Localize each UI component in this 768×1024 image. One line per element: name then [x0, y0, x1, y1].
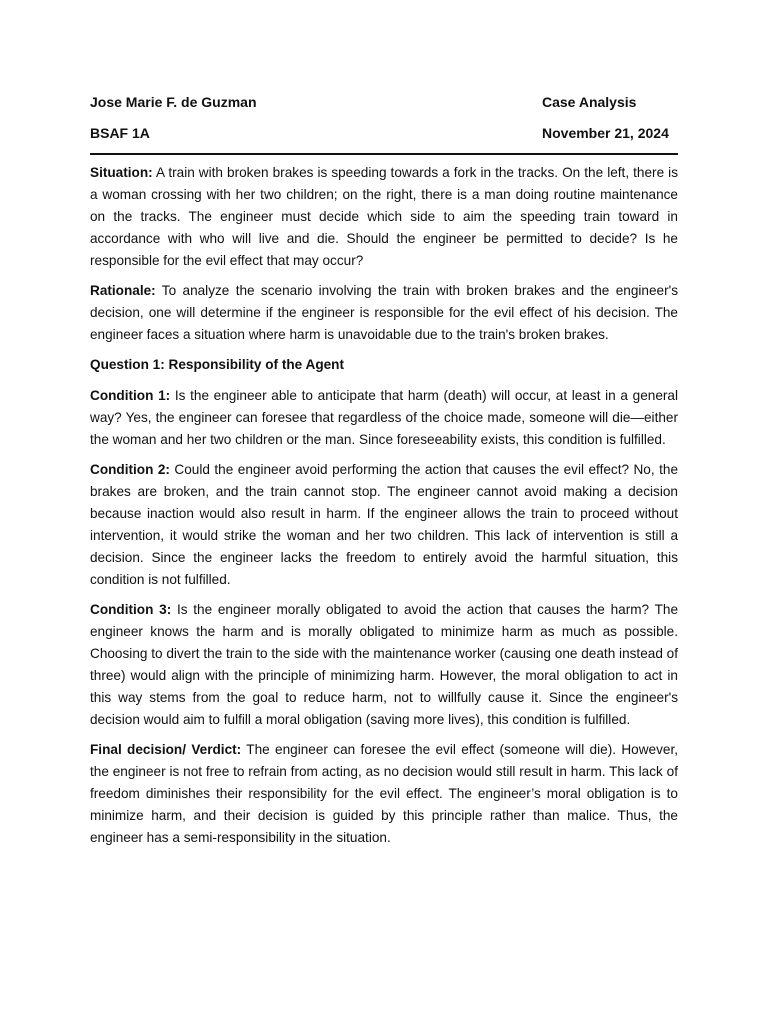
document-type: Case Analysis — [542, 94, 637, 110]
document-page — [90, 92, 678, 857]
condition-1-label: Condition 1: — [90, 388, 171, 403]
condition-3-label: Condition 3: — [90, 602, 172, 617]
section-name: BSAF 1A — [90, 125, 150, 141]
question-1-heading: Question 1: Responsibility of the Agent — [90, 357, 345, 372]
rationale-label: Rationale: — [90, 283, 156, 298]
header-row-2 — [90, 123, 678, 154]
condition-3-paragraph — [90, 599, 678, 731]
condition-2-paragraph — [90, 459, 678, 591]
verdict-label: Final decision/ Verdict: — [90, 742, 242, 757]
verdict-paragraph — [90, 739, 678, 849]
author-name: Jose Marie F. de Guzman — [90, 94, 257, 110]
rationale-paragraph — [90, 280, 678, 346]
condition-1-text: Is the engineer able to anticipate that harm (death) will occur, at least in a general way? Yes, the engineer can foresee that regardless of the choice made, someone will die—either the woman and her two children or the man. Since foreseeability exists, this condition is fulfilled. — [90, 388, 679, 447]
condition-2-text: Could the engineer avoid performing the action that causes the evil effect? No, the brakes are broken, and the train cannot stop. The engineer cannot avoid making a decision because inaction would also result in harm. If the engineer allows the train to proceed without intervention, it would strike the woman and her two children. This lack of intervention is still a decision. Since the engineer lacks the freedom to entirely avoid the harmful situation, this condition is not fulfilled. — [90, 462, 679, 587]
condition-1-paragraph — [90, 385, 678, 451]
document-date: November 21, 2024 — [542, 125, 669, 141]
situation-label: Situation: — [90, 165, 153, 180]
condition-2-label: Condition 2: — [90, 462, 170, 477]
header-row-1 — [90, 92, 678, 123]
situation-paragraph — [90, 162, 678, 272]
verdict-text: The engineer can foresee the evil effect (someone will die). However, the engineer is not free to refrain from acting, as no decision would still result in harm. This lack of freedom diminishes their responsibility for the evil effect. The engineer’s moral obligation is to minimize harm, and their decision is guided by this principle rather than malice. Thus, the engineer has a semi-responsibility in the situation. — [90, 742, 678, 845]
rationale-text: To analyze the scenario involving the train with broken brakes and the engineer's decision, one will determine if the engineer is responsible for the evil effect of his decision. The engineer faces a situation where harm is unavoidable due to the train's broken brakes. — [90, 283, 678, 342]
condition-3-text: Is the engineer morally obligated to avoid the action that causes the harm? The engineer knows the harm and is morally obligated to minimize harm as much as possible. Choosing to divert the train to the side with the maintenance worker (causing one death instead of three) would align with the principle of minimizing harm. However, the moral obligation to act in this way stems from the goal to reduce harm, not to willfully cause it. Since the engineer's decision would aim to fulfill a moral obligation (saving more lives), this condition is fulfilled. — [90, 602, 679, 727]
situation-text: A train with broken brakes is speeding towards a fork in the tracks. On the left, there is a woman crossing with her two children; on the right, there is a man doing routine maintenance on the tracks. The engineer must decide which side to aim the speeding train toward in accordance with who will live and die. Should the engineer be permitted to decide? Is he responsible for the evil effect that may occur? — [90, 165, 678, 268]
